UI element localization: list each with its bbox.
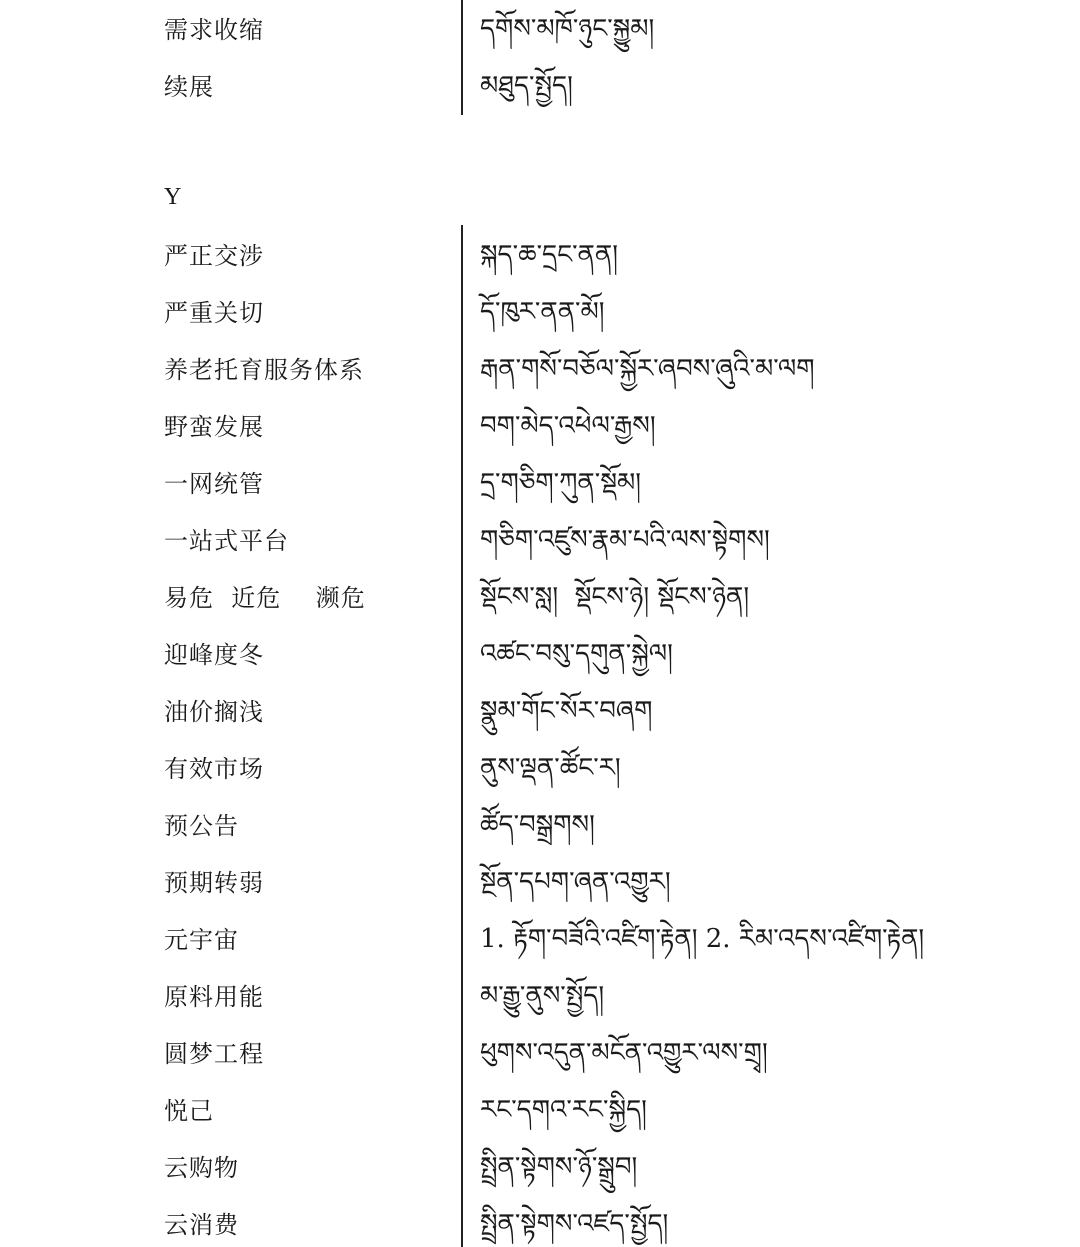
chinese-term: 预期转弱 [164, 869, 264, 897]
chinese-term: 有效市场 [164, 755, 264, 783]
chinese-term: 迎峰度冬 [164, 641, 264, 669]
tibetan-term: ནུས་ལྡན་ཚོང་ར། [480, 753, 621, 783]
table-row [0, 921, 1080, 978]
table-row [0, 579, 1080, 636]
chinese-term: 元宇宙 [164, 926, 239, 954]
section-letter: Y [164, 184, 182, 210]
table-row [0, 1035, 1080, 1092]
chinese-term: 预公告 [164, 812, 239, 840]
tibetan-term: སྤྲིན་སྟེགས་ཉོ་སྒྲུབ། [480, 1152, 638, 1182]
table-row [0, 864, 1080, 921]
chinese-term: 养老托育服务体系 [164, 356, 364, 384]
table-row [0, 636, 1080, 693]
section-y [0, 225, 1080, 1247]
table-row [0, 1092, 1080, 1149]
table-row [0, 67, 1080, 124]
table-row [0, 978, 1080, 1035]
tibetan-term: གཅིག་འཛུས་རྣམ་པའི་ལས་སྟེགས། [480, 525, 770, 555]
tibetan-term: སྐད་ཆ་དྲང་ནན། [480, 240, 619, 270]
section-x [0, 0, 1080, 120]
table-row [0, 465, 1080, 522]
chinese-term: 悦己 [164, 1097, 214, 1125]
tibetan-term: རྒན་གསོ་བཅོལ་སྐྱོར་ཞབས་ཞུའི་མ་ལག [480, 354, 815, 384]
tibetan-term: ཚོད་བསྒྲགས། [480, 810, 595, 840]
tibetan-term: སྤྲིན་སྟེགས་འཛད་སྤྱོད། [480, 1209, 669, 1239]
table-row [0, 294, 1080, 351]
table-row [0, 237, 1080, 294]
table-row [0, 522, 1080, 579]
table-row [0, 10, 1080, 67]
table-row [0, 693, 1080, 750]
chinese-term: 一网统管 [164, 470, 264, 498]
table-row [0, 807, 1080, 864]
chinese-term: 圆梦工程 [164, 1040, 264, 1068]
tibetan-term: 1. རྟོག་བཟོའི་འཛིག་རྟེན། 2. རིམ་འདས་འཛིག་རྟེན། [480, 924, 925, 954]
chinese-term: 易危 近危 濒危 [164, 584, 366, 612]
chinese-term: 一站式平台 [164, 527, 289, 555]
chinese-term: 油价搁浅 [164, 698, 264, 726]
tibetan-term: རང་དགའ་རང་སྐྱིད། [480, 1095, 647, 1125]
chinese-term: 原料用能 [164, 983, 264, 1011]
tibetan-term: བག་མེད་འཕེལ་རྒྱས། [480, 411, 656, 441]
table-row [0, 1149, 1080, 1206]
chinese-term: 云消费 [164, 1211, 239, 1239]
chinese-term: 云购物 [164, 1154, 239, 1182]
tibetan-term: འཚང་བསུ་དགུན་སྐྱེལ། [480, 639, 673, 669]
chinese-term: 严重关切 [164, 299, 264, 327]
tibetan-term: དགོས་མཁོ་ཉུང་སྐྱུམ། [480, 14, 655, 44]
tibetan-term: ཕུགས་འདུན་མངོན་འགྱུར་ལས་གྲྭ། [480, 1038, 768, 1068]
tibetan-term: མཐུད་སྤྱོད། [480, 71, 573, 101]
tibetan-term: མ་རྒྱུ་ནུས་སྤྱོད། [480, 981, 605, 1011]
tibetan-term: དྲ་གཅིག་ཀུན་སྡོམ། [480, 468, 642, 498]
table-row [0, 1206, 1080, 1247]
chinese-term: 续展 [164, 73, 214, 101]
chinese-term: 严正交涉 [164, 242, 264, 270]
tibetan-term: དོ་ཁུར་ནན་མོ། [480, 297, 605, 327]
chinese-term: 需求收缩 [164, 16, 264, 44]
tibetan-term: སྣུམ་གོང་སོར་བཞག [480, 696, 653, 726]
chinese-term: 野蛮发展 [164, 413, 264, 441]
table-row [0, 408, 1080, 465]
tibetan-term: སྔོན་དཔག་ཞན་འགྱུར། [480, 867, 671, 897]
tibetan-term: སྡོངས་སླ། སྡོངས་ཉེ། སྡོངས་ཉེན། [480, 582, 750, 612]
table-row [0, 750, 1080, 807]
table-row [0, 351, 1080, 408]
